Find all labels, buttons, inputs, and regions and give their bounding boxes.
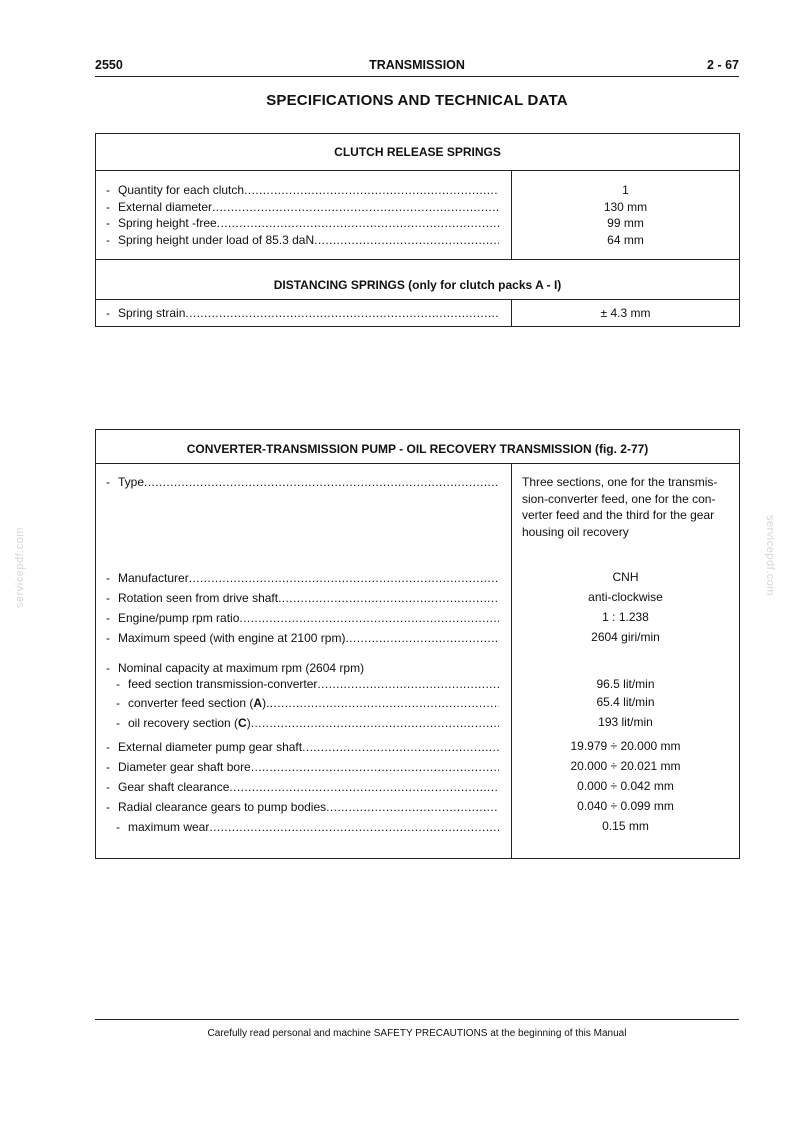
distancing-springs-labels [96, 300, 512, 326]
footer-divider [95, 1019, 739, 1020]
pump-values [512, 464, 739, 858]
spec-value: 2604 giri/min [591, 630, 660, 644]
spec-row: - Engine/pump rpm ratio ..... [106, 608, 499, 628]
spec-row: - feed section transmission-converter ..... [106, 676, 499, 693]
spec-value: 0.000 ÷ 0.042 mm [577, 779, 674, 793]
pump-table [95, 429, 740, 859]
distancing-springs-heading: DISTANCING SPRINGS (only for clutch packs A - I) [96, 260, 739, 300]
spec-value: 65.4 lit/min [596, 695, 655, 709]
spec-value: anti-clockwise [588, 590, 663, 604]
spec-row: - oil recovery section (C) ..... [106, 713, 499, 733]
spec-value: 64 mm [607, 232, 644, 247]
clutch-springs-body [96, 171, 739, 260]
watermark-left: servicepdf.com [14, 527, 26, 608]
spec-value: 19.979 ÷ 20.000 mm [570, 739, 681, 753]
spec-value: 0.040 ÷ 0.099 mm [577, 799, 674, 813]
spec-row: - Spring height under load of 85.3 daN ..... [106, 232, 499, 249]
spec-row: - Nominal capacity at maximum rpm (2604 rpm) [106, 660, 365, 675]
section-title: TRANSMISSION [369, 58, 465, 72]
footer-note: Carefully read personal and machine SAFETY PRECAUTIONS at the beginning of this Manual [207, 1028, 627, 1039]
spec-value: 0.15 mm [602, 819, 649, 833]
spec-value: 1 : 1.238 [602, 610, 649, 624]
spec-row: - Radial clearance gears to pump bodies ..... [106, 797, 499, 817]
spec-row: - External diameter pump gear shaft ..... [106, 737, 499, 757]
springs-table [95, 133, 740, 327]
spec-value: 20.000 ÷ 20.021 mm [570, 759, 681, 773]
clutch-springs-values [512, 182, 739, 259]
spec-value: 99 mm [607, 216, 644, 230]
pump-labels [96, 464, 512, 858]
spec-row: - Rotation seen from drive shaft ..... [106, 588, 499, 608]
clutch-springs-heading: CLUTCH RELEASE SPRINGS [96, 134, 739, 171]
spec-row: - Spring height -free ..... [106, 215, 499, 232]
type-value: Three sections, one for the transmis- sion-converter feed, one for the con- verter feed and the third for the gear housing oil recovery [522, 475, 718, 539]
spec-value: 1 [622, 183, 629, 197]
spec-value: 96.5 lit/min [596, 676, 655, 691]
spec-row: - Spring strain ..... [106, 305, 499, 322]
pump-body [96, 464, 739, 858]
spec-row: - Quantity for each clutch ..... [106, 182, 499, 199]
spec-row: - External diameter ..... [106, 199, 499, 216]
header-divider [95, 76, 739, 77]
clutch-springs-labels [96, 171, 512, 260]
watermark-right: servicepdf.com [764, 515, 776, 596]
spec-row: - maximum wear ..... [106, 817, 499, 837]
spec-value: 193 lit/min [598, 715, 653, 729]
spec-row: - Maximum speed (with engine at 2100 rpm) ..... [106, 628, 499, 648]
model-number: 2550 [95, 58, 123, 72]
spec-row: - converter feed section (A) ..... [106, 693, 499, 713]
page-number: 2 - 67 [707, 58, 739, 72]
spec-value: ± 4.3 mm [600, 306, 651, 320]
spec-value: CNH [612, 570, 639, 584]
spec-value: 130 mm [603, 199, 648, 214]
page-header [95, 58, 739, 76]
distancing-springs-values [512, 300, 739, 326]
spec-row: - Diameter gear shaft bore ..... [106, 757, 499, 777]
spec-row: - Manufacturer ..... [106, 568, 499, 588]
spec-row: - Gear shaft clearance ..... [106, 777, 499, 797]
pump-heading: CONVERTER-TRANSMISSION PUMP - OIL RECOVERY TRANSMISSION (fig. 2-77) [96, 430, 739, 464]
distancing-springs-body [96, 300, 739, 326]
page-title: SPECIFICATIONS AND TECHNICAL DATA [266, 92, 568, 109]
spec-row: - Type ..... [106, 474, 499, 491]
